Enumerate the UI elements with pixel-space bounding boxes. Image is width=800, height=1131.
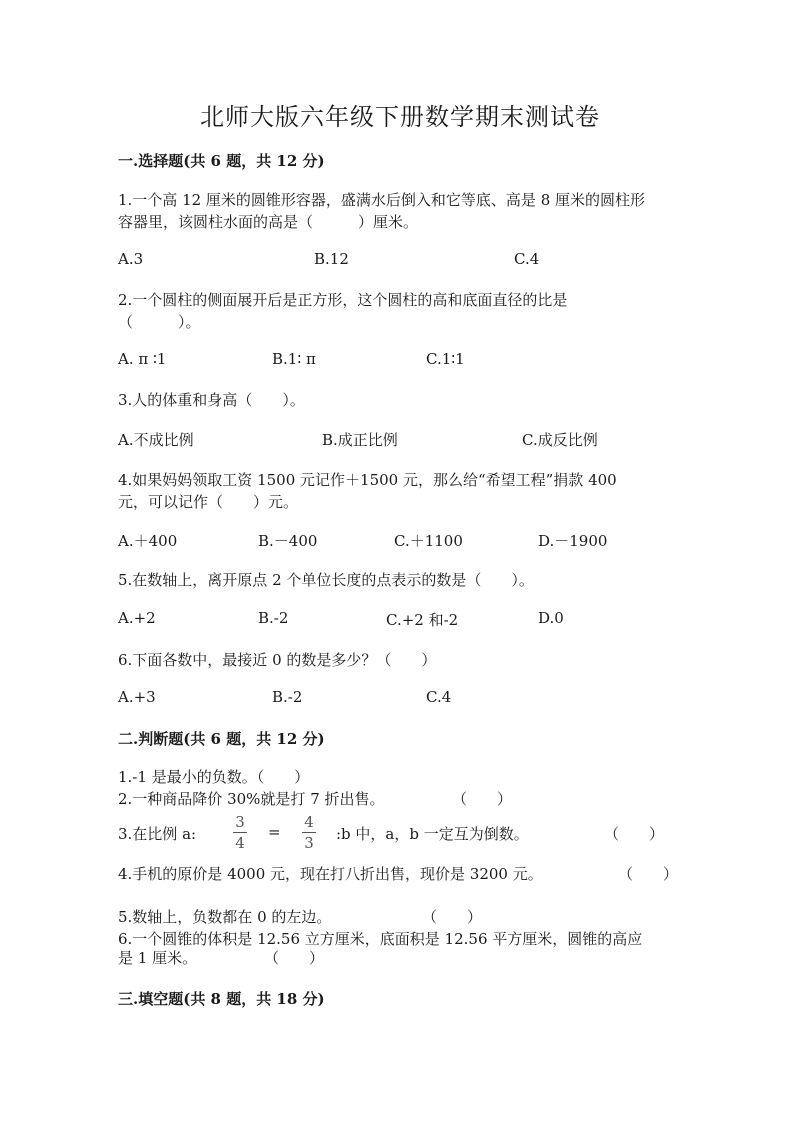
option-b: B.-2: [272, 688, 303, 706]
question-text: 3.人的体重和身高（ ）。: [118, 391, 305, 409]
fraction-numerator: 3: [235, 813, 245, 831]
option-b: B.12: [314, 250, 349, 268]
judge-question-suffix: :b 中，a，b 一定互为倒数。: [336, 825, 529, 843]
option-b: B.-2: [258, 609, 289, 627]
fraction-denominator: 3: [304, 834, 314, 852]
option-c: C.成反比例: [522, 431, 598, 449]
equals-sign: =: [268, 823, 281, 841]
fraction-denominator: 4: [235, 834, 245, 852]
section-heading-fill: 三.填空题(共 8 题，共 18 分): [118, 990, 325, 1008]
judge-question: 4.手机的原价是 4000 元，现在打八折出售，现价是 3200 元。: [118, 865, 543, 883]
answer-paren: （ ）: [452, 790, 513, 808]
option-c: C.4: [514, 250, 540, 268]
fraction-numerator: 4: [304, 813, 314, 831]
section-heading-judge: 二.判断题(共 6 题，共 12 分): [118, 730, 325, 748]
judge-question: 6.一个圆锥的体积是 12.56 立方厘米，底面积是 12.56 平方厘米，圆锥的高应: [118, 930, 643, 948]
option-a: A. π ∶1: [118, 350, 167, 368]
answer-paren: （ ）: [618, 865, 679, 883]
judge-question: 1.-1 是最小的负数。（ ）: [118, 768, 310, 786]
fraction: [302, 814, 316, 851]
section-heading-choice: 一.选择题(共 6 题，共 12 分): [118, 152, 325, 170]
question-text: 元，可以记作（ ）元。: [118, 493, 299, 511]
question-text: 2.一个圆柱的侧面展开后是正方形，这个圆柱的高和底面直径的比是: [118, 291, 568, 309]
option-c: C.＋1100: [394, 532, 463, 550]
question-text: 4.如果妈妈领取工资 1500 元记作＋1500 元，那么给“希望工程”捐款 400: [118, 471, 617, 489]
judge-question: 3.在比例 a:: [118, 825, 197, 843]
question-text: 6.下面各数中，最接近 0 的数是多少？（ ）: [118, 651, 437, 669]
fraction-bar: [233, 832, 247, 833]
option-c: C.4: [426, 688, 452, 706]
judge-question: 2.一种商品降价 30%就是打 7 折出售。: [118, 790, 385, 808]
option-a: A.不成比例: [118, 431, 194, 449]
option-a: A.＋400: [118, 532, 178, 550]
answer-paren: （ ）: [422, 908, 483, 926]
option-c: C.+2 和-2: [386, 611, 459, 629]
option-d: D.－1900: [538, 532, 608, 550]
question-text: 1.一个高 12 厘米的圆锥形容器，盛满水后倒入和它等底、高是 8 厘米的圆柱形: [118, 191, 646, 209]
answer-paren: （ ）: [604, 825, 665, 843]
judge-question: 5.数轴上，负数都在 0 的左边。: [118, 908, 332, 926]
judge-question: 是 1 厘米。: [118, 949, 198, 967]
fraction-bar: [302, 832, 316, 833]
option-a: A.3: [118, 250, 144, 268]
option-c: C.1∶1: [426, 350, 465, 368]
answer-paren: （ ）: [264, 949, 325, 967]
option-b: B.－400: [258, 532, 318, 550]
page-title: 北师大版六年级下册数学期末测试卷: [200, 103, 600, 131]
option-a: A.+2: [118, 609, 156, 627]
question-text: 容器里，该圆柱水面的高是（ ）厘米。: [118, 213, 419, 231]
option-a: A.+3: [118, 688, 156, 706]
option-d: D.0: [538, 609, 564, 627]
question-text: （ ）。: [118, 313, 201, 331]
question-text: 5.在数轴上，离开原点 2 个单位长度的点表示的数是（ ）。: [118, 571, 534, 589]
option-b: B.成正比例: [322, 431, 398, 449]
fraction: [233, 814, 247, 851]
option-b: B.1∶ π: [272, 350, 316, 368]
